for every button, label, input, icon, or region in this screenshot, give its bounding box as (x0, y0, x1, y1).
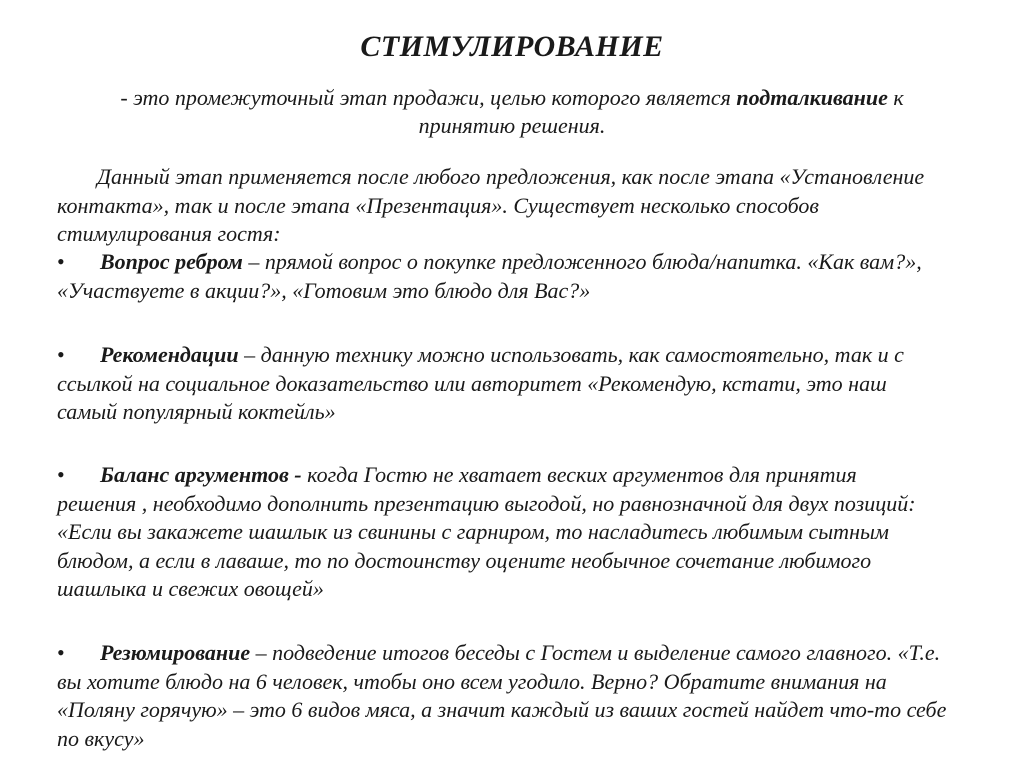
bullet-line: вы хотите блюдо на 6 человек, чтобы оно всем угодило. Верно? Обратите внимания на (57, 668, 887, 694)
bullet-icon: • (57, 342, 65, 367)
bullet-item (57, 248, 922, 305)
paragraph-line: Данный этап применяется после любого предложения, как после этапа «Установление (97, 164, 925, 189)
bullet-text: – прямой вопрос о покупке предложенного блюда/напитка. «Как вам?», (242, 249, 922, 274)
definition-text: к (887, 85, 904, 110)
definition-keyword: подталкивание (736, 85, 888, 110)
bullet-item (57, 639, 946, 753)
bullet-term: Резюмирование (100, 640, 251, 665)
intro-paragraph (57, 163, 924, 249)
bullet-line: самый популярный коктейль» (57, 399, 336, 424)
bullet-item (57, 461, 916, 604)
bullet-text: – подведение итогов беседы с Гостем и выделение самого главного. «Т.е. (250, 640, 941, 665)
bullet-term: Рекомендации (100, 342, 239, 367)
bullet-item (57, 341, 904, 427)
definition-text: принятию решения. (418, 113, 606, 138)
bullet-icon: • (57, 249, 65, 274)
bullet-icon: • (57, 640, 65, 665)
slide-title: СТИМУЛИРОВАНИЕ (360, 30, 664, 63)
bullet-term: Вопрос ребром (100, 249, 243, 274)
bullet-line: по вкусу» (57, 725, 145, 751)
bullet-line: ссылкой на социальное доказательство или авторитет «Рекомендую, кстати, это наш (57, 370, 887, 396)
paragraph-line: контакта», так и после этапа «Презентация». Существует несколько способов (57, 192, 819, 218)
definition-text: - это промежуточный этап продажи, целью которого является (120, 85, 737, 110)
bullet-line: «Поляну горячую» – это 6 видов мяса, а значит каждый из ваших гостей найдет что-то себе (57, 697, 947, 722)
bullet-line: «Участвуете в акции?», «Готовим это блюдо для Вас?» (57, 277, 591, 303)
bullet-line: блюдом, а если в лаваше, то по достоинству оцените необычное сочетание любимого (57, 547, 872, 573)
bullet-icon: • (57, 462, 65, 487)
bullet-term: Баланс аргументов - (100, 462, 302, 487)
bullet-line: «Если вы закажете шашлык из свинины с гарниром, то насладитесь любимым сытным (57, 519, 889, 544)
bullet-line: шашлыка и свежих овощей» (57, 576, 324, 601)
paragraph-line: стимулирования гостя: (57, 221, 281, 246)
definition (60, 84, 964, 140)
bullet-line: решения , необходимо дополнить презентацию выгодой, но равнозначной для двух позиций: (57, 490, 916, 516)
bullet-text: когда Гостю не хватает веских аргументов для принятия (301, 462, 857, 487)
bullet-text: – данную технику можно использовать, как самостоятельно, так и с (238, 342, 904, 367)
